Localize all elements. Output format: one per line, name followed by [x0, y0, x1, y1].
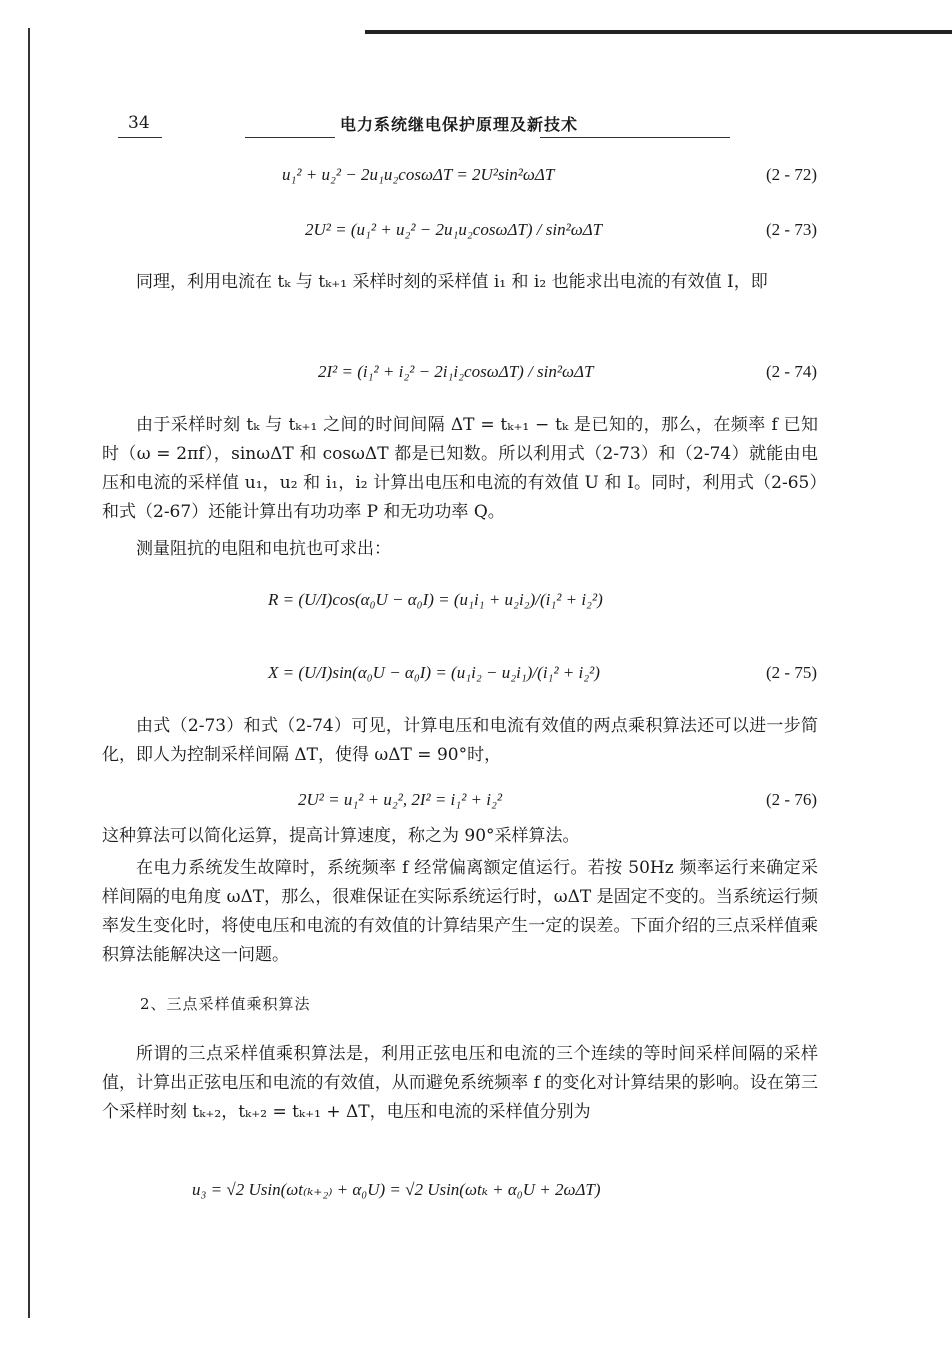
scan-edge-top [365, 30, 952, 34]
header-rule-left [118, 137, 162, 138]
equation-2-75: X = (U/I)sin(α₀U − α₀I) = (u₁i₂ − u₂i₁)/(i₁² + i₂²) [268, 663, 600, 682]
paragraph-impedance: 测量阻抗的电阻和电抗也可求出： [136, 539, 391, 559]
running-title: 电力系统继电保护原理及新技术 [340, 115, 579, 134]
equation-number-2-73: (2 - 73) [766, 220, 817, 239]
paragraph-current-rms: 同理，利用电流在 tₖ 与 tₖ₊₁ 采样时刻的采样值 i₁ 和 i₂ 也能求出电流的有效值 I，即 [136, 272, 768, 292]
scan-edge-left [28, 28, 30, 1318]
equation-2-76: 2U² = u₁² + u₂², 2I² = i₁² + i₂² [298, 790, 502, 809]
page-number: 34 [128, 113, 150, 133]
paragraph-90-degree: 这种算法可以简化运算，提高计算速度，称之为 90°采样算法。 [102, 826, 580, 846]
equation-number-2-72: (2 - 72) [766, 165, 817, 184]
section-subheading: 2、三点采样值乘积算法 [140, 995, 311, 1013]
paragraph-three-point: 所谓的三点采样值乘积算法是，利用正弦电压和电流的三个连续的等时间采样间隔的采样值，计算出正弦电压和电流的有效值，从而避免系统频率 f 的变化对计算结果的影响。设在第三个采样时刻 tₖ₊₂，tₖ₊₂ = tₖ₊₁ + ΔT，电压和电流的采样值分别为 [102, 1044, 818, 1122]
equation-number-2-75: (2 - 75) [766, 663, 817, 682]
paragraph-simplification: 由式（2-73）和式（2-74）可见，计算电压和电流有效值的两点乘积算法还可以进一步简化，即人为控制采样间隔 ΔT，使得 ωΔT = 90°时， [102, 716, 818, 765]
header-rule-right [540, 137, 730, 138]
equation-number-2-74: (2 - 74) [766, 362, 817, 381]
equation-2-73: 2U² = (u₁² + u₂² − 2u₁u₂cosωΔT) / sin²ωΔT [305, 220, 603, 239]
paragraph-sampling-interval: 由于采样时刻 tₖ 与 tₖ₊₁ 之间的时间间隔 ΔT = tₖ₊₁ − tₖ 是已知的，那么，在频率 f 已知时（ω = 2πf），sinωΔT 和 cosωΔT 都是已知数。所以利用式（2-73）和（2-74）就能由电压和电流的采样值 u₁，u₂ 和 i₁，i₂ 计算出电压和电流的有效值 U 和 I。同时，利用式（2-65）和式（2-67）还能计算出有功功率 P 和无功功率 Q。 [102, 415, 818, 522]
header-rule-mid [245, 137, 335, 138]
paragraph-frequency-deviation: 在电力系统发生故障时，系统频率 f 经常偏离额定值运行。若按 50Hz 频率运行来确定采样间隔的电角度 ωΔT，那么，很难保证在实际系统运行时，ωΔT 是固定不变的。当系统运行频率发生变化时，将使电压和电流的有效值的计算结果产生一定的误差。下面介绍的三点采样值乘积算法能解决这一问题。 [102, 858, 818, 965]
equation-u3: u₃ = √2 Usin(ωt₍ₖ₊₂₎ + α₀U) = √2 Usin(ωtₖ + α₀U + 2ωΔT) [192, 1180, 601, 1199]
equation-resistance: R = (U/I)cos(α₀U − α₀I) = (u₁i₁ + u₂i₂)/(i₁² + i₂²) [268, 590, 603, 609]
equation-2-72: u₁² + u₂² − 2u₁u₂cosωΔT = 2U²sin²ωΔT [282, 165, 555, 184]
equation-2-74: 2I² = (i₁² + i₂² − 2i₁i₂cosωΔT) / sin²ωΔT [318, 362, 594, 381]
equation-number-2-76: (2 - 76) [766, 790, 817, 809]
